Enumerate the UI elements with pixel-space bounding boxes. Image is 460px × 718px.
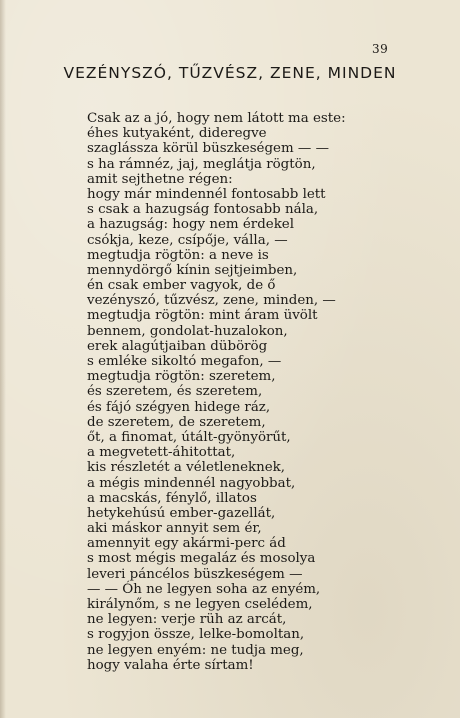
poem-line: megtudja rögtön: szeretem, [87, 369, 276, 385]
poem-line: Csak az a jó, hogy nem látott ma este: [87, 111, 346, 126]
poem-line: bennem, gondolat-huzalokon, [87, 323, 288, 339]
poem-body [87, 111, 437, 673]
poem-line: éhes kutyaként, dideregve [87, 126, 267, 142]
poem-line: ne legyen enyém: ne tudja meg, [87, 642, 304, 658]
poem-line: és szeretem, és szeretem, [87, 384, 263, 400]
poem-line: hogy már mindennél fontosabb lett [87, 186, 326, 202]
poem-line: amit sejthetne régen: [87, 171, 233, 187]
page-edge-shadow [0, 0, 6, 718]
poem-line: s csak a hazugság fontosabb nála, [87, 202, 319, 218]
poem-line: s most mégis megaláz és mosolya [87, 551, 316, 567]
poem-line: mennydörgő kínin sejtjeimben, [87, 262, 298, 278]
poem-line: erek alagútjaiban dübörög [87, 338, 268, 354]
poem-line: ne legyen: verje rüh az arcát, [87, 612, 287, 628]
poem-line: s emléke sikoltó megafon, — [87, 354, 282, 369]
poem-line: s rogyjon össze, lelke-bomoltan, [87, 627, 305, 643]
poem-title: VEZÉNYSZÓ, TŰZVÉSZ, ZENE, MINDEN [63, 64, 397, 82]
poem-line: aki máskor annyit sem ér, [87, 521, 262, 537]
poem-line: kis részletét a véletleneknek, [87, 460, 286, 476]
poem-line: megtudja rögtön: a neve is [87, 247, 269, 263]
poem-line: s ha rámnéz, jaj, meglátja rögtön, [87, 156, 316, 172]
poem-line: én csak ember vagyok, de ő [87, 278, 276, 294]
poem-line: hogy valaha érte sírtam! [87, 657, 254, 673]
poem-line: megtudja rögtön: mint áram üvölt [87, 308, 318, 324]
poem-line: csókja, keze, csípője, válla, — [87, 232, 288, 248]
poem-line: és fájó szégyen hidege ráz, [87, 399, 271, 415]
poem-line: — — Óh ne legyen soha az enyém, [87, 581, 321, 597]
poem-line: vezényszó, tűzvész, zene, minden, — [87, 293, 336, 309]
poem-line: a mégis mindennél nagyobbat, [87, 475, 296, 491]
poem-line: de szeretem, de szeretem, [87, 414, 266, 430]
poem-line: a hazugság: hogy nem érdekel [87, 217, 295, 233]
poem-line: leveri páncélos büszkeségem — [87, 566, 303, 582]
poem-line: királynőm, s ne legyen cselédem, [87, 597, 313, 612]
page-number: 39 [372, 42, 389, 56]
poem-line: őt, a finomat, útált-gyönyörűt, [87, 429, 291, 445]
poem-line: a macskás, fénylő, illatos [87, 490, 257, 506]
poem-line: hetykehúsú ember-gazellát, [87, 505, 276, 521]
poem-line: amennyit egy akármi-perc ád [87, 536, 286, 552]
poem-line: a megvetett-áhitottat, [87, 445, 236, 461]
poem-line: szaglássza körül büszkeségem — — [87, 141, 329, 157]
